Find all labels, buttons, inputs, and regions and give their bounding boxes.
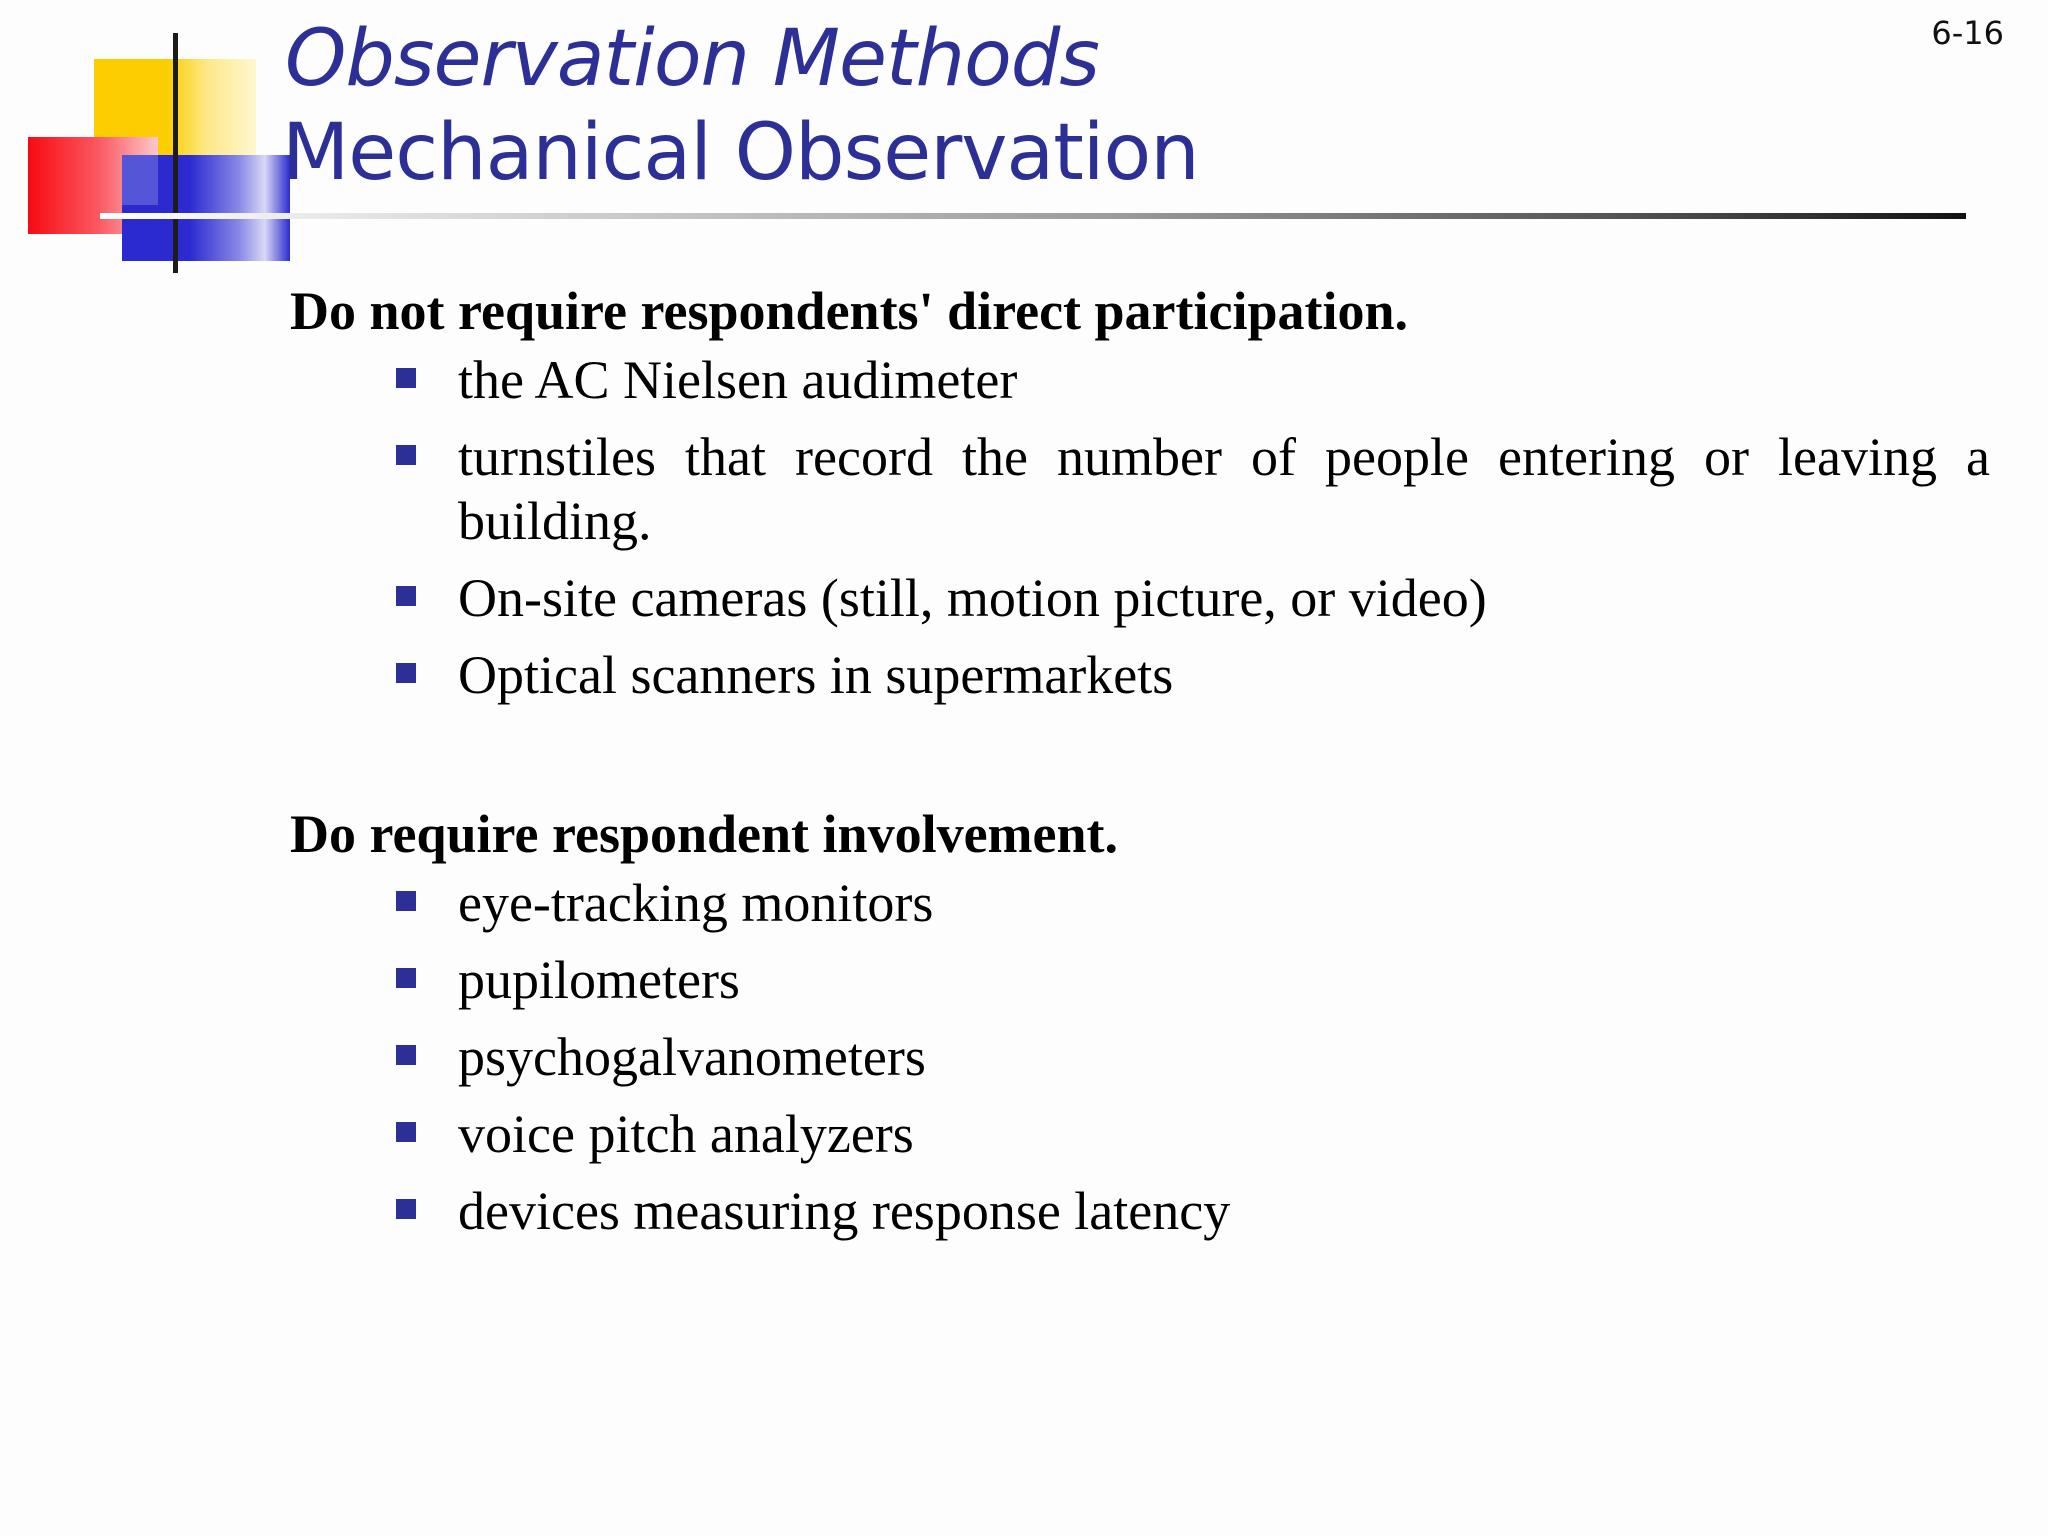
- list-item: [290, 948, 2010, 1012]
- section-respondent-involvement: [290, 803, 2010, 1243]
- list-item-text: psychogalvanometers: [458, 1027, 926, 1088]
- list-item-text: voice pitch analyzers: [458, 1104, 914, 1165]
- section-heading: Do require respondent involvement.: [290, 804, 1119, 865]
- list-item-text: eye-tracking monitors: [458, 873, 934, 934]
- list-item-text: the AC Nielsen audimeter: [458, 350, 1018, 411]
- section-heading: Do not require respondents' direct participation.: [290, 281, 1409, 341]
- list-item: [290, 1025, 2010, 1089]
- square-bullet-icon: [396, 445, 416, 465]
- section-no-participation: [290, 280, 2010, 707]
- list-item-text: devices measuring response latency: [458, 1181, 1231, 1242]
- list-item-text: turnstiles that record the number of people entering or leaving a building.: [458, 427, 1990, 552]
- square-bullet-icon: [396, 968, 416, 988]
- slide-title: Observation Methods: [285, 14, 1099, 104]
- list-item-text: On-site cameras (still, motion picture, or video): [458, 568, 1487, 629]
- list-item: [290, 643, 2010, 707]
- slide-content: [290, 280, 2010, 1256]
- slide-subtitle: Mechanical Observation: [282, 108, 1199, 198]
- square-bullet-icon: [396, 1122, 416, 1142]
- square-bullet-icon: [396, 891, 416, 911]
- bullet-list: [290, 871, 2010, 1243]
- list-item: [290, 348, 2010, 412]
- slide-number: 6-16: [1931, 14, 2004, 52]
- list-item: [290, 871, 2010, 935]
- list-item-text: Optical scanners in supermarkets: [458, 645, 1174, 706]
- square-bullet-icon: [396, 663, 416, 683]
- decorative-logo: [0, 0, 300, 280]
- list-item: [290, 566, 2010, 630]
- overlap-decoration: [122, 155, 158, 205]
- square-bullet-icon: [396, 1045, 416, 1065]
- bullet-list: [290, 348, 2010, 707]
- list-item: [290, 425, 2010, 553]
- vertical-line-decoration: [173, 33, 178, 273]
- square-bullet-icon: [396, 586, 416, 606]
- square-bullet-icon: [396, 1199, 416, 1219]
- title-underline-rule: [100, 213, 1966, 219]
- list-item: [290, 1102, 2010, 1166]
- list-item-text: pupilometers: [458, 950, 740, 1011]
- square-bullet-icon: [396, 368, 416, 388]
- list-item: [290, 1179, 2010, 1243]
